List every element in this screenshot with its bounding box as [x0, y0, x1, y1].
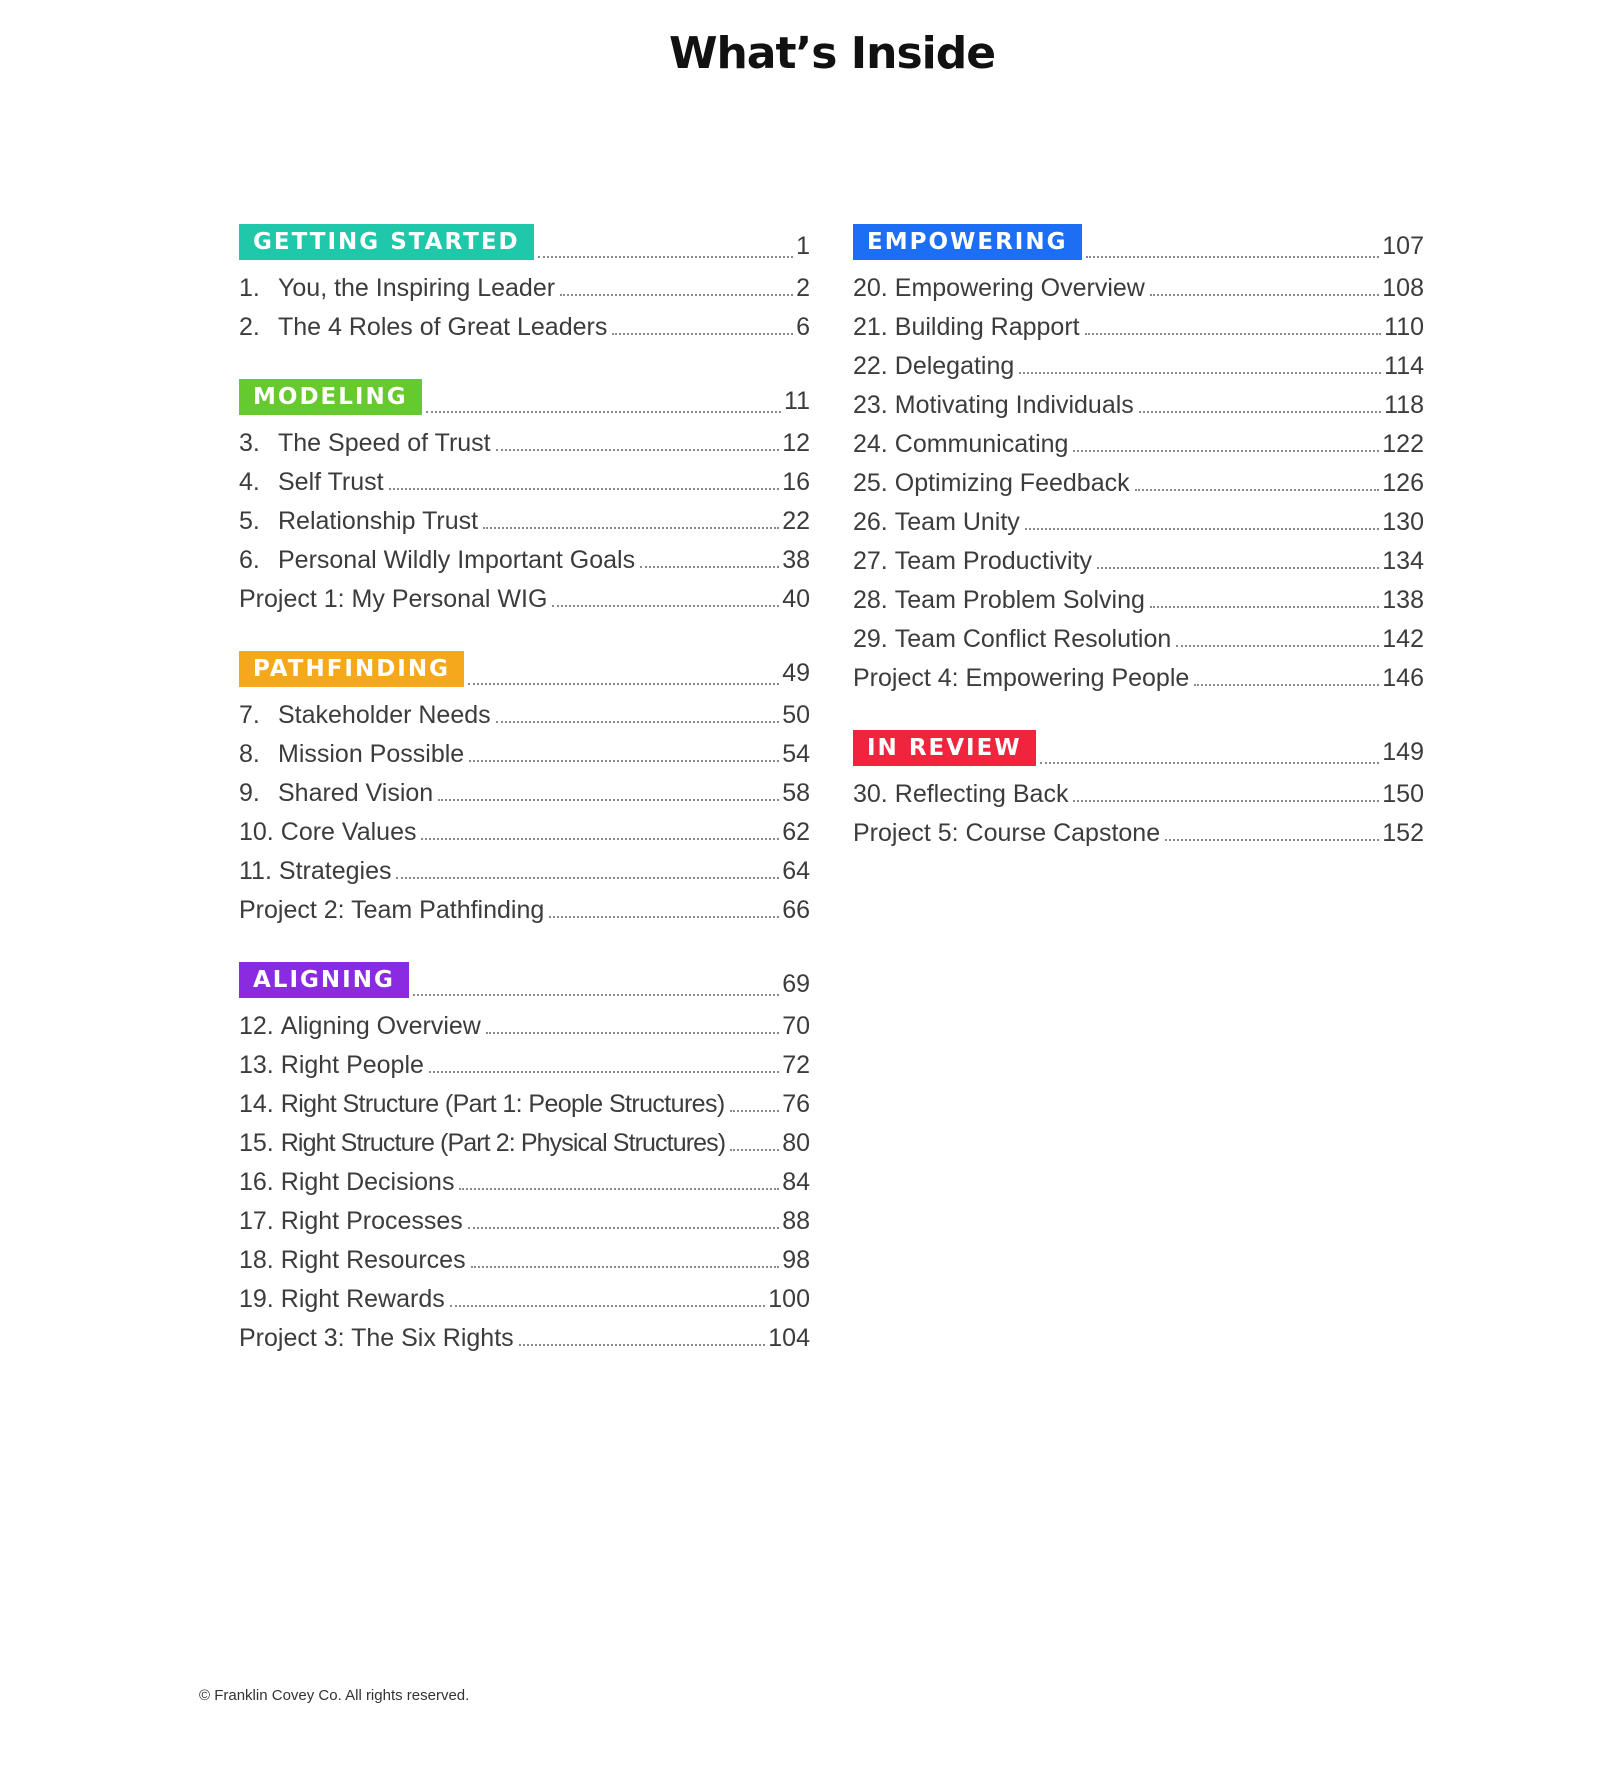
section-badge: PATHFINDING — [239, 651, 464, 687]
page-number: 22 — [782, 507, 810, 535]
entry-number: 15. — [239, 1129, 274, 1157]
page-number: 80 — [782, 1129, 810, 1157]
dot-leader — [496, 449, 780, 451]
toc-entry-project[interactable] — [853, 653, 1424, 692]
entry-number: 24. — [853, 430, 888, 458]
toc-entry[interactable] — [853, 536, 1424, 575]
entry-title: Team Conflict Resolution — [894, 625, 1172, 653]
entry-number: 14. — [239, 1090, 274, 1118]
entry-title: Communicating — [894, 430, 1069, 458]
page-number: 50 — [782, 701, 810, 729]
entry-number: 8. — [239, 740, 260, 768]
entry-number: 6. — [239, 546, 260, 574]
toc-entry[interactable] — [239, 418, 810, 457]
page-number: 62 — [782, 818, 810, 846]
toc-entry[interactable] — [853, 380, 1424, 419]
entry-number: 21. — [853, 313, 888, 341]
page-title: What’s Inside — [668, 28, 996, 79]
entry-number: 3. — [239, 429, 260, 457]
dot-leader — [560, 294, 793, 296]
entry-title: Project 4: Empowering People — [853, 664, 1190, 692]
section-header[interactable] — [853, 224, 1424, 260]
entry-title: Strategies — [278, 857, 392, 885]
entry-title: Right Structure (Part 1: People Structures) — [280, 1090, 725, 1118]
dot-leader — [438, 799, 779, 801]
dot-leader — [1025, 528, 1379, 530]
section-aligning — [239, 962, 810, 1352]
toc-entry[interactable] — [239, 729, 810, 768]
entry-number: 10. — [239, 818, 274, 846]
page-number: 76 — [782, 1090, 810, 1118]
toc-entry-project[interactable] — [239, 574, 810, 613]
page-number: 58 — [782, 779, 810, 807]
entry-title: Aligning Overview — [280, 1012, 481, 1040]
section-empowering — [853, 224, 1424, 692]
page-number: 2 — [796, 274, 810, 302]
toc-entry[interactable] — [239, 1274, 810, 1313]
entry-number: 27. — [853, 547, 888, 575]
page-number: 149 — [1382, 738, 1424, 766]
toc-entry[interactable] — [239, 496, 810, 535]
toc-entry[interactable] — [239, 846, 810, 885]
dot-leader — [421, 838, 779, 840]
entry-title: Team Unity — [894, 508, 1020, 536]
toc-entry[interactable] — [239, 1040, 810, 1079]
dot-leader — [1135, 489, 1380, 491]
page-number: 38 — [782, 546, 810, 574]
entry-title: Team Problem Solving — [894, 586, 1145, 614]
dot-leader — [1097, 567, 1379, 569]
dot-leader — [1040, 762, 1380, 764]
page-number: 150 — [1382, 780, 1424, 808]
toc-entry[interactable] — [239, 1079, 810, 1118]
toc-entry[interactable] — [239, 1118, 810, 1157]
dot-leader — [1019, 372, 1381, 374]
entry-title: Right Structure (Part 2: Physical Structures) — [280, 1129, 726, 1157]
dot-leader — [519, 1344, 766, 1346]
page-number: 6 — [796, 313, 810, 341]
dot-leader — [1165, 839, 1379, 841]
entry-title: Right Rewards — [280, 1285, 445, 1313]
copyright-footer: © Franklin Covey Co. All rights reserved. — [199, 1687, 470, 1704]
toc-entry[interactable] — [853, 419, 1424, 458]
entry-title: Reflecting Back — [894, 780, 1069, 808]
page-number: 114 — [1384, 352, 1424, 380]
entry-number: 16. — [239, 1168, 274, 1196]
page-number: 138 — [1382, 586, 1424, 614]
entry-title: Delegating — [894, 352, 1015, 380]
toc-entry[interactable] — [853, 769, 1424, 808]
entry-number: 30. — [853, 780, 888, 808]
section-header[interactable] — [853, 730, 1424, 766]
entry-title: The Speed of Trust — [278, 429, 491, 457]
section-badge: IN REVIEW — [853, 730, 1036, 766]
dot-leader — [389, 488, 780, 490]
page-number: 98 — [782, 1246, 810, 1274]
entry-title: Building Rapport — [894, 313, 1080, 341]
entry-number: 4. — [239, 468, 260, 496]
entry-number: 28. — [853, 586, 888, 614]
toc-entry[interactable] — [239, 535, 810, 574]
section-badge: EMPOWERING — [853, 224, 1082, 260]
dot-leader — [1150, 606, 1379, 608]
entry-title: Team Productivity — [894, 547, 1093, 575]
dot-leader — [468, 1227, 779, 1229]
toc-entry-project[interactable] — [239, 1313, 810, 1352]
toc-entry[interactable] — [853, 263, 1424, 302]
page-number: 64 — [782, 857, 810, 885]
toc-entry[interactable] — [239, 1001, 810, 1040]
page-number: 70 — [782, 1012, 810, 1040]
dot-leader — [469, 760, 779, 762]
dot-leader — [1085, 333, 1382, 335]
dot-leader — [1194, 684, 1379, 686]
dot-leader — [1150, 294, 1379, 296]
section-pathfinding — [239, 651, 810, 924]
page-number: 69 — [782, 970, 810, 998]
dot-leader — [730, 1110, 780, 1112]
entry-title: Optimizing Feedback — [894, 469, 1130, 497]
toc-entry-project[interactable] — [239, 885, 810, 924]
entry-title: Project 5: Course Capstone — [853, 819, 1161, 847]
entry-number: 13. — [239, 1051, 274, 1079]
page-number: 107 — [1382, 232, 1424, 260]
section-getting-started — [239, 224, 810, 341]
entry-title: Right People — [280, 1051, 424, 1079]
toc-entry-project[interactable] — [853, 808, 1424, 847]
page-number: 100 — [768, 1285, 810, 1313]
toc-entry[interactable] — [239, 263, 810, 302]
toc-entry[interactable] — [239, 690, 810, 729]
page-number: 152 — [1382, 819, 1424, 847]
entry-number: 9. — [239, 779, 260, 807]
entry-title: Right Resources — [280, 1246, 466, 1274]
entry-title: Personal Wildly Important Goals — [278, 546, 636, 574]
entry-number: 11. — [239, 857, 272, 885]
entry-title: Project 1: My Personal WIG — [239, 585, 548, 613]
page-number: 84 — [782, 1168, 810, 1196]
page-number: 72 — [782, 1051, 810, 1079]
entry-title: Relationship Trust — [278, 507, 479, 535]
entry-number: 17. — [239, 1207, 274, 1235]
dot-leader — [1086, 256, 1380, 258]
dot-leader — [468, 683, 779, 685]
entry-number: 2. — [239, 313, 260, 341]
page-number: 122 — [1382, 430, 1424, 458]
toc-entry[interactable] — [239, 768, 810, 807]
entry-title: Mission Possible — [278, 740, 465, 768]
toc-entry[interactable] — [853, 497, 1424, 536]
entry-title: Empowering Overview — [894, 274, 1145, 302]
entry-title: The 4 Roles of Great Leaders — [278, 313, 608, 341]
dot-leader — [413, 994, 779, 996]
entry-title: Project 2: Team Pathfinding — [239, 896, 545, 924]
toc-right-column — [853, 224, 1424, 885]
page-number: 54 — [782, 740, 810, 768]
page-number: 118 — [1384, 391, 1424, 419]
dot-leader — [1073, 800, 1379, 802]
page-number: 88 — [782, 1207, 810, 1235]
dot-leader — [1176, 645, 1379, 647]
entry-title: Shared Vision — [278, 779, 434, 807]
page-number: 16 — [782, 468, 810, 496]
toc-left-column — [239, 224, 810, 1390]
toc-entry[interactable] — [853, 302, 1424, 341]
page-number: 49 — [782, 659, 810, 687]
entry-number: 25. — [853, 469, 888, 497]
entry-title: Stakeholder Needs — [278, 701, 491, 729]
section-badge: MODELING — [239, 379, 422, 415]
entry-number: 22. — [853, 352, 888, 380]
entry-number: 12. — [239, 1012, 274, 1040]
page-number: 66 — [782, 896, 810, 924]
entry-title: Motivating Individuals — [894, 391, 1134, 419]
toc-entry[interactable] — [239, 807, 810, 846]
entry-title: Core Values — [280, 818, 417, 846]
dot-leader — [1139, 411, 1381, 413]
entry-number: 19. — [239, 1285, 274, 1313]
entry-title: Self Trust — [278, 468, 384, 496]
page-number: 126 — [1382, 469, 1424, 497]
section-header[interactable] — [239, 962, 810, 998]
page-number: 146 — [1382, 664, 1424, 692]
entry-number: 26. — [853, 508, 888, 536]
entry-number: 23. — [853, 391, 888, 419]
dot-leader — [730, 1149, 779, 1151]
dot-leader — [450, 1305, 766, 1307]
toc-entry[interactable] — [853, 614, 1424, 653]
section-badge: ALIGNING — [239, 962, 409, 998]
toc-entry[interactable] — [239, 457, 810, 496]
dot-leader — [483, 527, 779, 529]
page-number: 1 — [796, 232, 810, 260]
toc-entry[interactable] — [853, 575, 1424, 614]
entry-title: You, the Inspiring Leader — [278, 274, 556, 302]
section-header[interactable] — [239, 651, 810, 687]
entry-number: 20. — [853, 274, 888, 302]
page-number: 12 — [782, 429, 810, 457]
page-number: 134 — [1382, 547, 1424, 575]
page-number: 11 — [784, 387, 810, 415]
section-header[interactable] — [239, 379, 810, 415]
dot-leader — [396, 877, 779, 879]
dot-leader — [459, 1188, 779, 1190]
entry-title: Right Decisions — [280, 1168, 455, 1196]
dot-leader — [640, 566, 779, 568]
entry-title: Right Processes — [280, 1207, 463, 1235]
dot-leader — [1073, 450, 1379, 452]
entry-number: 5. — [239, 507, 260, 535]
page-number: 130 — [1382, 508, 1424, 536]
dot-leader — [549, 916, 779, 918]
page-number: 40 — [782, 585, 810, 613]
dot-leader — [496, 721, 780, 723]
dot-leader — [471, 1266, 780, 1268]
dot-leader — [612, 333, 793, 335]
toc-entry[interactable] — [239, 1235, 810, 1274]
dot-leader — [552, 605, 779, 607]
entry-number: 1. — [239, 274, 260, 302]
page-number: 104 — [768, 1324, 810, 1352]
section-header[interactable] — [239, 224, 810, 260]
entry-title: Project 3: The Six Rights — [239, 1324, 514, 1352]
toc-entry[interactable] — [853, 341, 1424, 380]
section-in-review — [853, 730, 1424, 847]
page-number: 110 — [1384, 313, 1424, 341]
dot-leader — [538, 256, 793, 258]
entry-number: 29. — [853, 625, 888, 653]
dot-leader — [426, 411, 781, 413]
entry-number: 18. — [239, 1246, 274, 1274]
toc-entry[interactable] — [853, 458, 1424, 497]
section-modeling — [239, 379, 810, 613]
toc-entry[interactable] — [239, 302, 810, 341]
page-number: 108 — [1382, 274, 1424, 302]
section-badge: GETTING STARTED — [239, 224, 534, 260]
entry-number: 7. — [239, 701, 260, 729]
dot-leader — [486, 1032, 779, 1034]
dot-leader — [429, 1071, 779, 1073]
toc-entry[interactable] — [239, 1157, 810, 1196]
page-number: 142 — [1382, 625, 1424, 653]
toc-entry[interactable] — [239, 1196, 810, 1235]
